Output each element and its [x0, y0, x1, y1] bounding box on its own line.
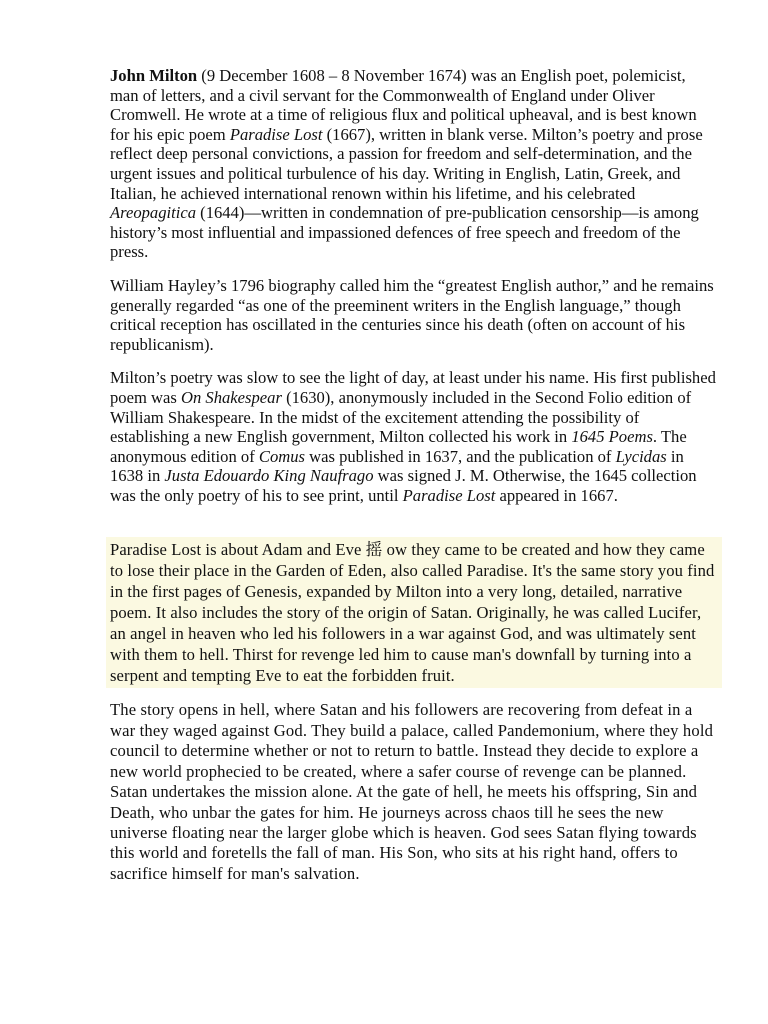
text-segment: Justa Edouardo King Naufrago	[164, 466, 374, 486]
text-segment: On Shakespear	[180, 387, 282, 407]
text-segment: . The anonymous edition of	[110, 427, 687, 466]
text-segment: (1644)—written in condemnation of pre-publication censorship—is among history’s most influential and impassioned defences of free speech and freedom of the press.	[110, 203, 699, 262]
text-segment: Paradise Lost is about Adam and Eve 摇 ow they came to be created and how they came to lose their place in the Garden of Eden, also called Paradise. It's the same story you find in the first pages of Genesis, expanded by Milton into a very long, detailed, narrative poem. It also includes the story of the origin of Satan. Originally, he was called Lucifer, an angel in heaven who led his followers in a war against God, and was ultimately sent with them to hell. Thirst for revenge led him to cause man's downfall by turning into a serpent and tempting Eve to eat the forbidden fruit.	[110, 540, 715, 686]
text-segment: The story opens in hell, where Satan and his followers are recovering from defeat in a war they waged against God. They build a palace, called Pandemonium, where they hold council to determine whether or not to return to battle. Instead they decide to explore a new world prophecied to be created, where a safer course of revenge can be planned. Satan undertakes the mission alone. At the gate of hell, he meets his offspring, Sin and Death, who unbar the gates for him. He journeys across chaos till he sees the new universe floating near the larger globe which is heaven. God sees Satan flying towards this world and foretells the fall of man. His Son, who sits at his right hand, offers to sacrifice himself for man's salvation.	[110, 700, 714, 883]
text-segment: (1667), written in blank verse. Milton’s poetry and prose reflect deep personal convictions, a passion for freedom and self-determination, and the urgent issues and political turbulence of his day. Writing in English, Latin, Greek, and Italian, he achieved international renown within his lifetime, and his celebrated	[110, 124, 703, 203]
document-page	[110, 66, 716, 898]
text-segment: Lycidas	[615, 446, 667, 466]
text-segment: (1630), anonymously included in the Second Folio edition of William Shakespeare. In the midst of the excitement attending the possibility of establishing a new English government, Milton collected his work in	[110, 387, 692, 447]
text-segment: was published in 1637, and the publication of	[304, 446, 616, 466]
text-segment: William Hayley’s 1796 biography called him the “greatest English author,” and he remains generally regarded “as one of the preeminent writers in the English language,” though critical reception has oscillated in the centuries since his death (often on account of his republicanism).	[110, 275, 714, 354]
paragraph-publications	[110, 368, 716, 505]
text-segment: appeared in 1667.	[495, 485, 618, 505]
paragraph-milton-intro	[110, 66, 716, 262]
text-segment: Paradise Lost	[229, 124, 323, 144]
text-segment: Comus	[258, 446, 305, 466]
text-segment: Milton’s poetry was slow to see the light of day, at least under his name. His first published poem was	[110, 368, 716, 407]
text-segment: in 1638 in	[110, 446, 684, 486]
paragraph-paradise-lost-summary-highlighted	[106, 537, 722, 688]
text-segment: Paradise Lost	[402, 485, 496, 505]
text-segment: 1645 Poems	[571, 427, 653, 447]
paragraph-story-opening	[110, 700, 716, 884]
paragraph-hayley-biography	[110, 276, 716, 354]
text-segment: was signed J. M. Otherwise, the 1645 collection was the only poetry of his to see print, until	[110, 466, 697, 505]
text-segment: Areopagitica	[110, 203, 197, 223]
text-segment: (9 December 1608 – 8 November 1674) was an English poet, polemicist, man of letters, and a civil servant for the Commonwealth of England under Oliver Cromwell. He wrote at a time of religious flux and political upheaval, and is best known for his epic poem	[110, 66, 697, 144]
text-segment: John Milton	[110, 66, 198, 85]
